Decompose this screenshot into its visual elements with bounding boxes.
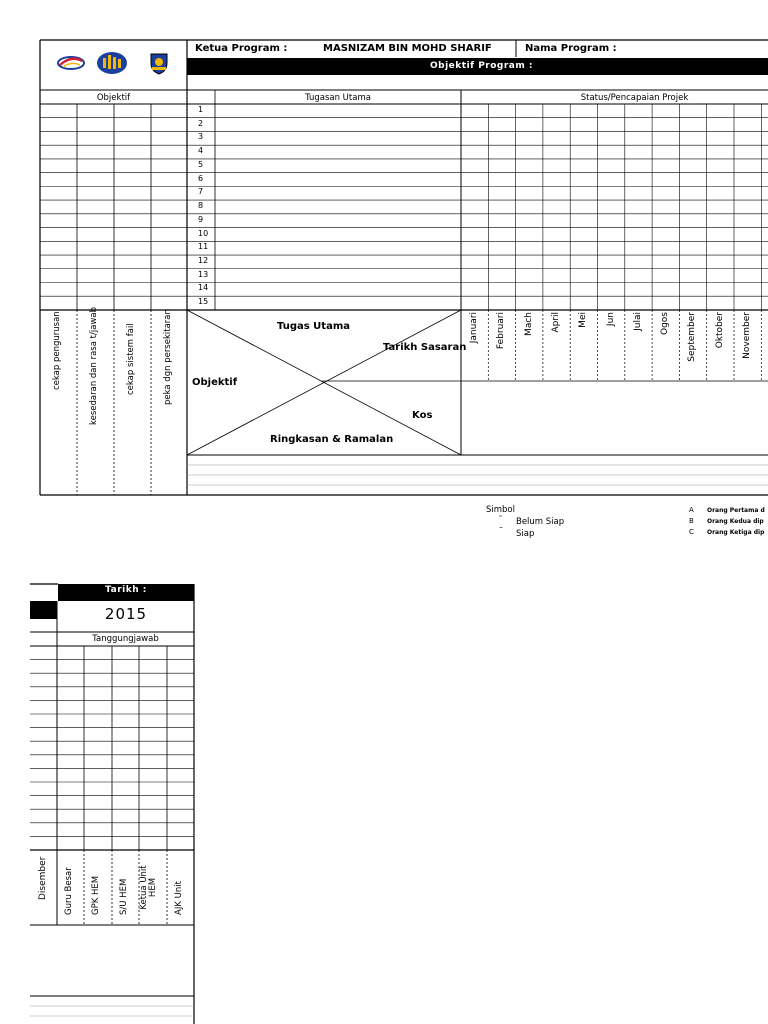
legend-simbol: Simbol [486,505,515,515]
month-label: September [687,312,698,362]
month-label: Februari [496,312,507,350]
row-number: 7 [198,187,204,197]
month-label: Oktober [714,312,725,349]
tanggungjawab-item: Ketua Unit HEM [139,865,158,910]
diagram-tugas-utama: Tugas Utama [277,321,350,332]
legend-person-key: A [689,506,694,514]
month-label: Ogos [660,312,671,335]
legend-person-text: Orang Ketiga dip [707,529,765,536]
objektif-program-bar [187,58,768,75]
row-number: 5 [198,159,204,169]
row-number: 2 [198,118,204,128]
legend-siap-symbol: ˜ [499,526,503,535]
ketua-program-name: MASNIZAM BIN MOHD SHARIF [323,43,492,54]
row-number: 6 [198,173,204,183]
tanggungjawab-item: AJK Unit [174,881,184,915]
tanggungjawab-item: S/U HEM [119,878,129,915]
row-number: 12 [198,256,209,266]
diagram-tarikh-sasaran: Tarikh Sasaran [383,342,467,353]
month-label: Mach [523,312,534,336]
school-logo-icon [55,53,87,73]
row-number: 9 [198,214,204,224]
row-number: 1 [198,105,204,114]
legend-person-key: B [689,517,694,525]
objektif-item: cekap pengurusan [52,311,62,390]
legend-siap: Siap [516,529,535,539]
diagram-kos: Kos [412,410,433,421]
row-number: 10 [198,228,209,238]
row-number: 13 [198,269,209,279]
legend-person-text: Orang Pertama d [707,507,765,514]
month-label: Jun [605,312,616,327]
objektif-item: kesedaran dan rasa t/jawab [89,307,99,425]
month-label: Julai [632,312,643,331]
tarikh-year: 2015 [104,605,148,623]
nama-program-label: Nama Program : [525,43,617,54]
objektif-item: peka dgn persekitaran [163,309,173,405]
ketua-program-label: Ketua Program : [195,43,288,54]
month-label: April [550,312,561,333]
legend-person-key: C [689,528,694,536]
row-number: 8 [198,201,204,211]
diagram-objektif: Objektif [192,377,238,388]
objektif-program-label: Objektif Program : [430,61,533,71]
crest-logo-icon [148,51,170,75]
tanggungjawab-item: Guru Besar [64,867,74,915]
month-label: Januari [469,312,479,344]
objektif-item: cekap sistem fail [126,323,136,395]
ministry-logo-icon [95,50,129,76]
tugasan-utama-header: Tugasan Utama [305,93,371,103]
legend-belum-siap: Belum Siap [516,517,565,527]
status-pencapaian-header: Status/Pencapaian Projek [580,93,689,103]
objektif-header: Objektif [96,93,131,103]
legend-belum-siap-symbol: ™ [498,515,503,521]
diagram-ringkasan-ramalan: Ringkasan & Ramalan [270,434,394,445]
tanggungjawab-header: Tanggungjawab [92,634,159,644]
legend-person-text: Orang Kedua dip [707,518,764,525]
month-label: Mei [578,312,589,328]
tanggungjawab-item: GPK HEM [91,875,101,915]
month-label: Disember [38,856,48,900]
month-label: November [742,312,752,359]
row-number: 14 [198,283,209,293]
row-number: 4 [198,146,204,156]
row-number: 11 [198,242,209,252]
form-grid-page2 [0,580,200,1024]
row-number: 15 [198,297,209,307]
row-number: 3 [198,132,204,142]
tarikh-label: Tarikh : [105,585,147,595]
